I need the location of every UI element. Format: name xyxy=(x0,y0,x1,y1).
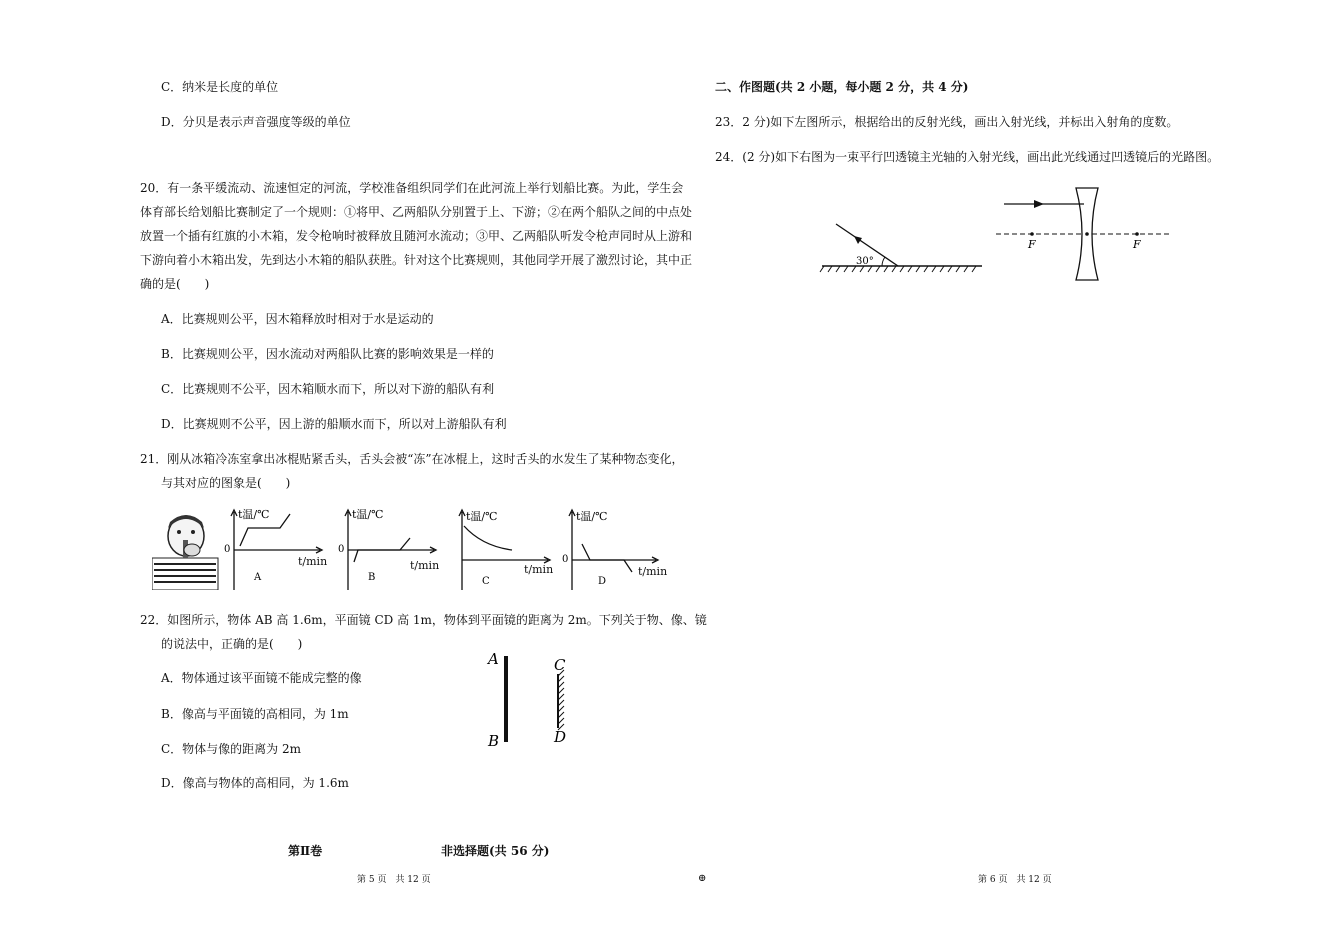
q22-object-mirror-figure xyxy=(484,650,584,750)
graph-b-origin: 0 xyxy=(338,544,345,555)
focus-right-label: F xyxy=(1133,238,1141,251)
q20-option-d: D．比赛规则不公平，因上游的船顺水而下，所以对上游船队有利 xyxy=(161,417,507,431)
graph-d-xlabel: t/min xyxy=(638,565,668,578)
q22-stem-line2: 的说法中，正确的是( ) xyxy=(161,637,303,651)
angle-label: 30° xyxy=(856,256,874,267)
q20-stem: 20．有一条平缓流动、流速恒定的河流，学校准备组织同学们在此河流上举行划船比赛。为此，学生会体育部长给划船比赛制定了一个规则：①将甲、乙两船队分别置于上、下游；②在两个船队之间的中点处放置一个插有红旗的小木箱，发令枪响时被释放且随河水流动；③甲、乙两船队听发令枪声同时从上游和下游向着小木箱出发，先到达小木箱的船队获胜。针对这个比赛规则，其他同学开展了激烈讨论，其中正确的是( ) xyxy=(140,181,693,291)
graph-b xyxy=(338,506,438,592)
q24-text: 24．(2 分)如下右图为一束平行凹透镜主光轴的入射光线，画出此光线通过凹透镜后的光路图。 xyxy=(715,150,1220,164)
q22-option-a: A．物体通过该平面镜不能成完整的像 xyxy=(161,671,362,685)
q21-stem-line2: 与其对应的图象是( ) xyxy=(161,476,291,490)
graph-c xyxy=(452,506,552,592)
page-footer-left: 第 5 页 共 12 页 xyxy=(357,875,431,885)
graph-a-ylabel: t温/℃ xyxy=(238,508,270,521)
q22-stem-line1: 22．如图所示，物体 AB 高 1.6m，平面镜 CD 高 1m，物体到平面镜的距离为 2m。下列关于物、像、镜 xyxy=(140,613,707,627)
graph-d-ylabel: t温/℃ xyxy=(576,510,608,523)
section2-label: 第Ⅱ卷 xyxy=(288,844,323,858)
q19-option-d: D．分贝是表示声音强度等级的单位 xyxy=(161,115,351,129)
q21-figure xyxy=(152,506,668,592)
label-c: C xyxy=(554,656,566,674)
page-footer-right: 第 6 页 共 12 页 xyxy=(978,875,1052,885)
q22-option-b: B．像高与平面镜的高相同，为 1m xyxy=(161,707,349,721)
q21-stem-line1: 21．刚从冰箱冷冻室拿出冰棍贴紧舌头，舌头会被“冻”在冰棍上，这时舌头的水发生了某种物态变化， xyxy=(140,452,684,466)
q22-option-d: D．像高与物体的高相同，为 1.6m xyxy=(161,776,349,790)
q20-option-b: B．比赛规则公平，因水流动对两船队比赛的影响效果是一样的 xyxy=(161,347,494,361)
graph-b-letter: B xyxy=(368,572,376,583)
graph-b-xlabel: t/min xyxy=(410,559,440,572)
graph-a-letter: A xyxy=(254,572,262,583)
graph-d-origin: 0 xyxy=(562,554,569,565)
center-binding-mark: ⊕ xyxy=(698,873,707,884)
boy-licking-popsicle-illustration xyxy=(152,510,222,590)
q23-text: 23．2 分)如下左图所示，根据给出的反射光线，画出入射光线，并标出入射角的度数。 xyxy=(715,115,1179,129)
label-d: D xyxy=(554,728,567,746)
graph-a-origin: 0 xyxy=(224,544,231,555)
q23-reflection-figure xyxy=(818,216,988,276)
graph-a xyxy=(224,506,324,592)
graph-d-letter: D xyxy=(598,576,607,587)
graph-b-ylabel: t温/℃ xyxy=(352,508,384,521)
graph-c-letter: C xyxy=(482,576,490,587)
focus-left-label: F xyxy=(1028,238,1036,251)
label-b: B xyxy=(488,732,500,750)
section-heading-drawing: 二、作图题(共 2 小题，每小题 2 分，共 4 分) xyxy=(715,80,969,94)
q20-option-a: A．比赛规则公平，因木箱释放时相对于水是运动的 xyxy=(161,312,434,326)
q24-concave-lens-figure xyxy=(994,184,1174,284)
q20-option-c: C．比赛规则不公平，因木箱顺水而下，所以对下游的船队有利 xyxy=(161,382,495,396)
graph-a-xlabel: t/min xyxy=(298,555,328,568)
graph-c-ylabel: t温/℃ xyxy=(466,510,498,523)
q19-option-c: C．纳米是长度的单位 xyxy=(161,80,279,94)
q22-option-c: C．物体与像的距离为 2m xyxy=(161,742,302,756)
section2-title: 非选择题(共 56 分) xyxy=(441,844,550,858)
label-a: A xyxy=(488,650,499,668)
graph-c-xlabel: t/min xyxy=(524,563,554,576)
